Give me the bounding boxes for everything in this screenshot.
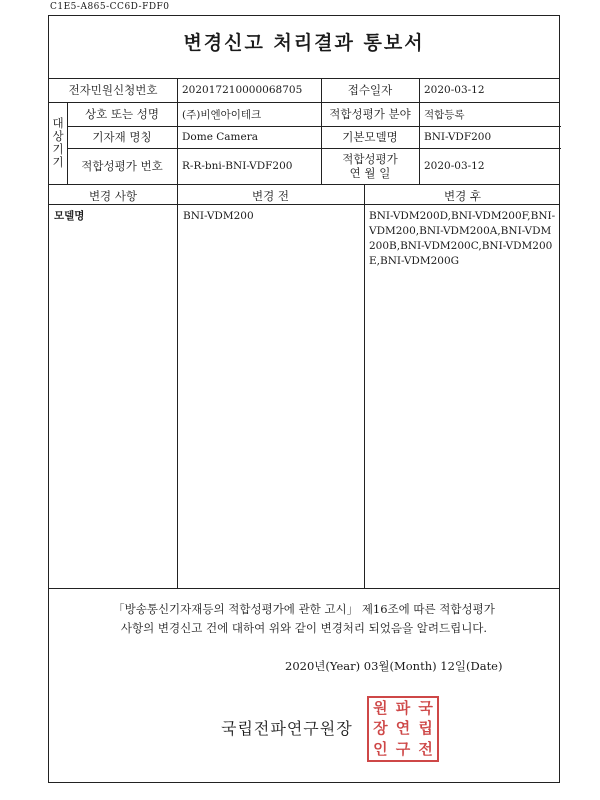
seal-character: 국 [418, 698, 433, 717]
base-model-label: 기본모델명 [342, 130, 398, 144]
change-after-value: BNI-VDM200D,BNI-VDM200F,BNI-VDM200,BNI-VDM200A,BNI-VDM200B,BNI-VDM200C,BNI-VDM200E,BNI-VDM200G [369, 210, 556, 267]
row-rule [49, 184, 559, 185]
seal-character: 장 [373, 719, 388, 738]
seal-character: 연 [395, 719, 411, 738]
base-model-value: BNI-VDF200 [424, 131, 492, 143]
target-group-char: 대 [52, 116, 64, 130]
change-header-rule [49, 204, 559, 205]
change-item-value: 모델명 [54, 210, 85, 222]
notice-line1: 「방송통신기자재등의 적합성평가에 관한 고시」 제16조에 따른 적합성평가 [113, 602, 495, 616]
company-value: (주)비엔아이테크 [182, 108, 262, 121]
seal-character: 인 [373, 740, 388, 759]
col-rule [177, 184, 178, 588]
cert-date-label-line1: 적합성평가 [342, 152, 398, 166]
cert-field-label: 적합성평가 분야 [329, 107, 411, 121]
document-code: C1E5-A865-CC6D-FDF0 [50, 2, 170, 12]
cert-no-value: R-R-bni-BNI-VDF200 [182, 160, 293, 172]
equipment-value: Dome Camera [182, 131, 258, 143]
equipment-label: 기자재 명칭 [92, 130, 152, 144]
target-group-char: 상 [52, 129, 64, 143]
cert-date-label-line2: 연 월 일 [349, 166, 391, 180]
seal-character: 전 [418, 740, 433, 759]
application-no-value: 202017210000068705 [182, 84, 303, 96]
change-before-value: BNI-VDM200 [183, 210, 254, 222]
col-rule [364, 184, 365, 588]
seal-character: 파 [395, 698, 411, 717]
notice-text [49, 600, 559, 638]
official-seal-stamp [367, 696, 439, 762]
cert-field-value: 적합등록 [424, 108, 465, 121]
target-group-char: 기 [52, 155, 64, 169]
change-after-header: 변경 후 [444, 189, 481, 203]
target-group-char: 기 [52, 142, 64, 156]
application-no-label: 전자민원신청번호 [68, 83, 158, 97]
seal-character: 립 [418, 719, 433, 738]
certificate-frame [48, 15, 560, 783]
notice-line2: 사항의 변경신고 건에 대하여 위와 같이 변경처리 되었음을 알려드립니다. [120, 621, 488, 635]
change-before-header: 변경 전 [252, 189, 289, 203]
cert-date-label [321, 148, 419, 184]
change-table-bottom-rule [49, 588, 559, 589]
receipt-date-value: 2020-03-12 [424, 84, 485, 96]
seal-character: 구 [395, 740, 411, 759]
change-item-header: 변경 사항 [88, 189, 138, 203]
seal-character: 원 [373, 698, 388, 717]
target-group-label [50, 102, 66, 184]
company-label: 상호 또는 성명 [85, 107, 159, 121]
receipt-date-label: 접수일자 [347, 83, 393, 97]
cert-date-value: 2020-03-12 [424, 160, 485, 172]
issue-date: 2020년(Year) 03월(Month) 12일(Date) [285, 659, 503, 673]
cert-no-label: 적합성평가 번호 [81, 159, 163, 173]
issuer-name: 국립전파연구원장 [221, 719, 353, 738]
page-title: 변경신고 처리결과 통보서 [183, 32, 425, 54]
